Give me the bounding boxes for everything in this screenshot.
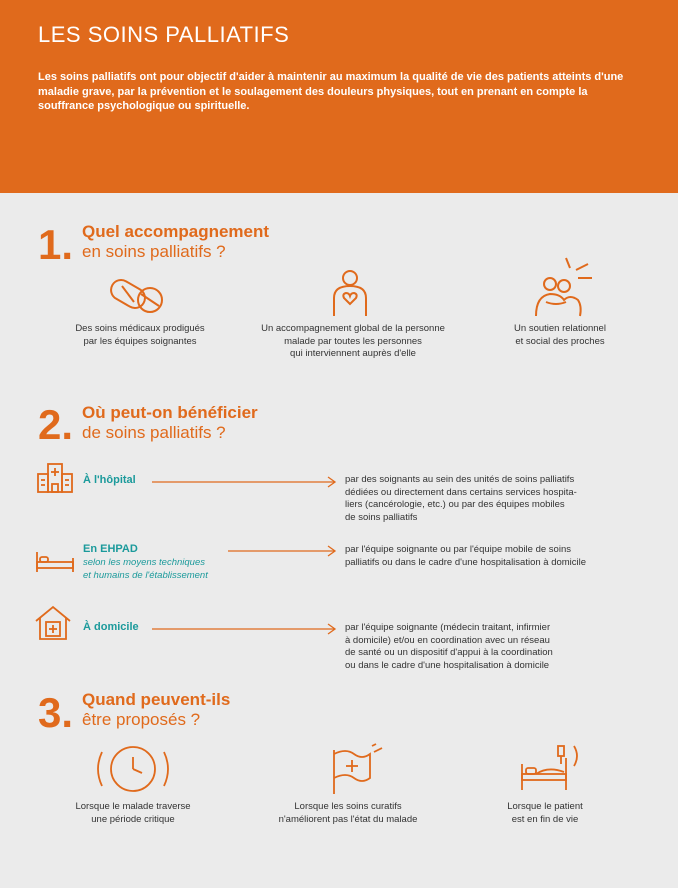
section-3-number: 3. (38, 689, 74, 736)
medical-flag-icon (328, 742, 384, 796)
desc-ehpad: par l'équipe soignante ou par l'équipe mobile de soins palliatifs ou dans le cadre d'une hospitalisation à domicile (345, 544, 587, 568)
page-title: LES SOINS PALLIATIFS (38, 22, 290, 47)
section-3-title: Quand peuvent-ils être proposés ? (82, 690, 231, 729)
section-1-number: 1. (38, 221, 74, 268)
caption-relational-support: Un soutien relationnel et social des proches (514, 323, 606, 347)
place-hospital-label: À l'hôpital (83, 474, 136, 486)
place-ehpad-label: En EHPAD (83, 543, 138, 555)
arrow-ehpad (228, 545, 338, 557)
section-1-title: Quel accompagnement en soins palliatifs ? (82, 222, 270, 261)
caption-critical-period: Lorsque le malade traverse une période critique (75, 801, 191, 825)
home-care-icon (34, 605, 72, 641)
section-2-title: Où peut-on bénéficier de soins palliatifs ? (82, 403, 258, 442)
caption-end-of-life: Lorsque le patient est en fin de vie (507, 801, 583, 825)
arrow-home (152, 623, 338, 635)
caption-global-support: Un accompagnement global de la personne malade par toutes les personnes qui interviennent auprès d'elle (261, 323, 445, 359)
intro-text: Les soins palliatifs ont pour objectif d'aider à maintenir au maximum la qualité de vie des patients atteints d'une maladie grave, par la prévention et le soulagement des douleurs physiques, tout en prenant en compte la souffrance psychologique ou spirituelle. (38, 71, 624, 112)
header-banner (0, 0, 678, 193)
hospital-icon (36, 462, 74, 494)
person-heart-icon (330, 268, 370, 318)
place-home-label: À domicile (83, 621, 139, 633)
desc-home: par l'équipe soignante (médecin traitant, infirmier à domicile) et/ou en coordination avec un réseau de santé ou un dispositif d'appui à la coordination ou dans le cadre d'une hospitalisation à domicile (345, 622, 553, 671)
arrow-hospital (152, 476, 338, 488)
caption-curative-care: Lorsque les soins curatifs n'améliorent pas l'état du malade (278, 801, 418, 825)
pills-icon (108, 278, 166, 318)
embrace-icon (530, 256, 596, 318)
bed-icon (34, 550, 76, 574)
section-2-number: 2. (38, 401, 74, 448)
clock-icon (92, 742, 174, 796)
patient-bed-icon (518, 742, 584, 794)
desc-hospital: par des soignants au sein des unités de soins palliatifs dédiées ou directement dans certains services hospita- liers (cancérologie, etc.) ou par des équipes mobiles de soins palliatifs (345, 474, 577, 523)
place-ehpad-sub: selon les moyens techniques et humains de l'établissement (83, 557, 208, 581)
caption-medical-care: Des soins médicaux prodigués par les équipes soignantes (75, 323, 205, 347)
